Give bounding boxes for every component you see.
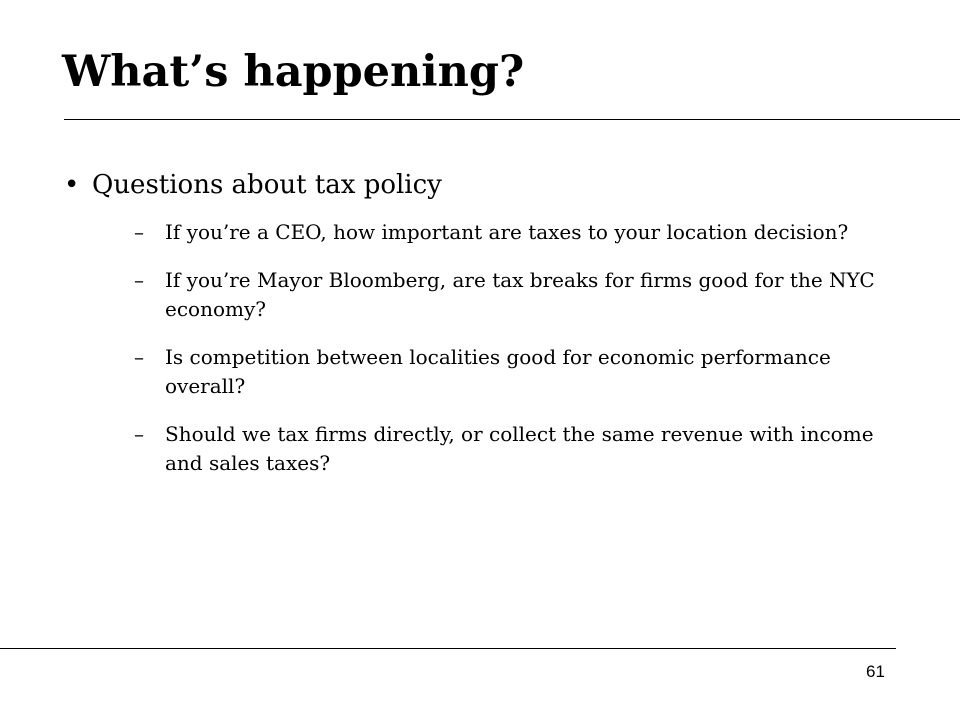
sub-bullet-text: If you’re a CEO, how important are taxes to your location decision? bbox=[165, 220, 849, 244]
bullet-list bbox=[64, 166, 884, 497]
slide-title: What’s happening? bbox=[62, 47, 525, 97]
sub-bullet-list bbox=[92, 218, 884, 478]
footer-divider bbox=[0, 648, 896, 649]
sub-bullet-item bbox=[92, 266, 884, 324]
dash-marker: – bbox=[134, 345, 144, 369]
dash-marker: – bbox=[134, 220, 144, 244]
dash-marker: – bbox=[134, 422, 144, 446]
bullet-item bbox=[64, 166, 884, 478]
bullet-marker: • bbox=[64, 170, 80, 200]
title-divider bbox=[64, 119, 960, 120]
sub-bullet-text: Should we tax firms directly, or collect the same revenue with income and sales taxes? bbox=[165, 422, 874, 475]
bullet-text: Questions about tax policy bbox=[92, 170, 442, 200]
page-number: 61 bbox=[866, 662, 885, 681]
sub-bullet-item bbox=[92, 343, 884, 401]
sub-bullet-item bbox=[92, 420, 884, 478]
dash-marker: – bbox=[134, 268, 144, 292]
sub-bullet-text: If you’re Mayor Bloomberg, are tax breaks for firms good for the NYC economy? bbox=[165, 268, 875, 321]
sub-bullet-item bbox=[92, 218, 884, 247]
sub-bullet-text: Is competition between localities good for economic performance overall? bbox=[165, 345, 831, 398]
